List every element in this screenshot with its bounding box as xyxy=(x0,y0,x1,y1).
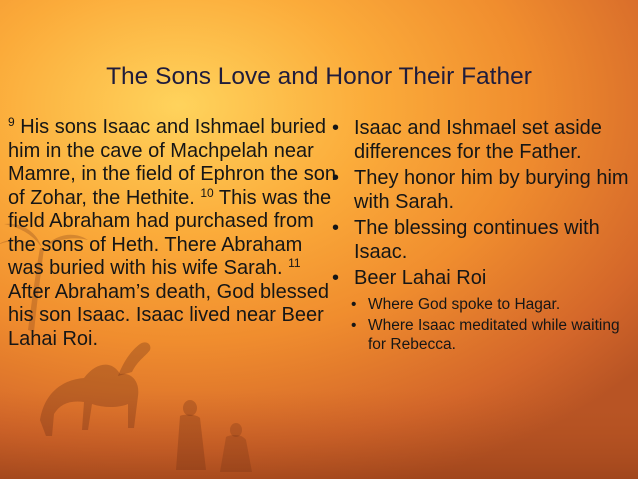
main-bullet-list xyxy=(332,117,632,291)
verse-number-9: 9 xyxy=(8,115,15,129)
verse-text-9: His sons Isaac and Ishmael buried him in the cave of Machpelah near Mamre, in the field of Ephron the son of Zohar, the Hethite. xyxy=(8,116,336,209)
bullet-item: • The blessing continues with Isaac. xyxy=(332,217,632,264)
scripture-passage xyxy=(8,116,338,351)
slide-title: The Sons Love and Honor Their Father xyxy=(106,63,532,90)
verse-number-10: 10 xyxy=(200,185,214,200)
bullet-item: • Beer Lahai Roi xyxy=(332,267,632,291)
bullet-list-column xyxy=(332,117,632,357)
verse-number-11: 11 xyxy=(288,256,301,270)
verse-text-11: After Abraham’s death, God blessed his son Isaac. Isaac lived near Beer Lahai Roi. xyxy=(8,280,329,350)
sub-bullet-item: • Where God spoke to Hagar. xyxy=(332,296,632,315)
sub-bullet-list xyxy=(332,296,632,355)
bullet-item: • They honor him by burying him with Sarah. xyxy=(332,167,632,214)
sub-bullet-item: • Where Isaac meditated while waiting for Rebecca. xyxy=(332,317,632,354)
bullet-item: • Isaac and Ishmael set aside differences for the Father. xyxy=(332,117,632,164)
verse-text-10: This was the field Abraham had purchased from the sons of Heth. There Abraham was buried with his wife Sarah. xyxy=(8,186,332,279)
